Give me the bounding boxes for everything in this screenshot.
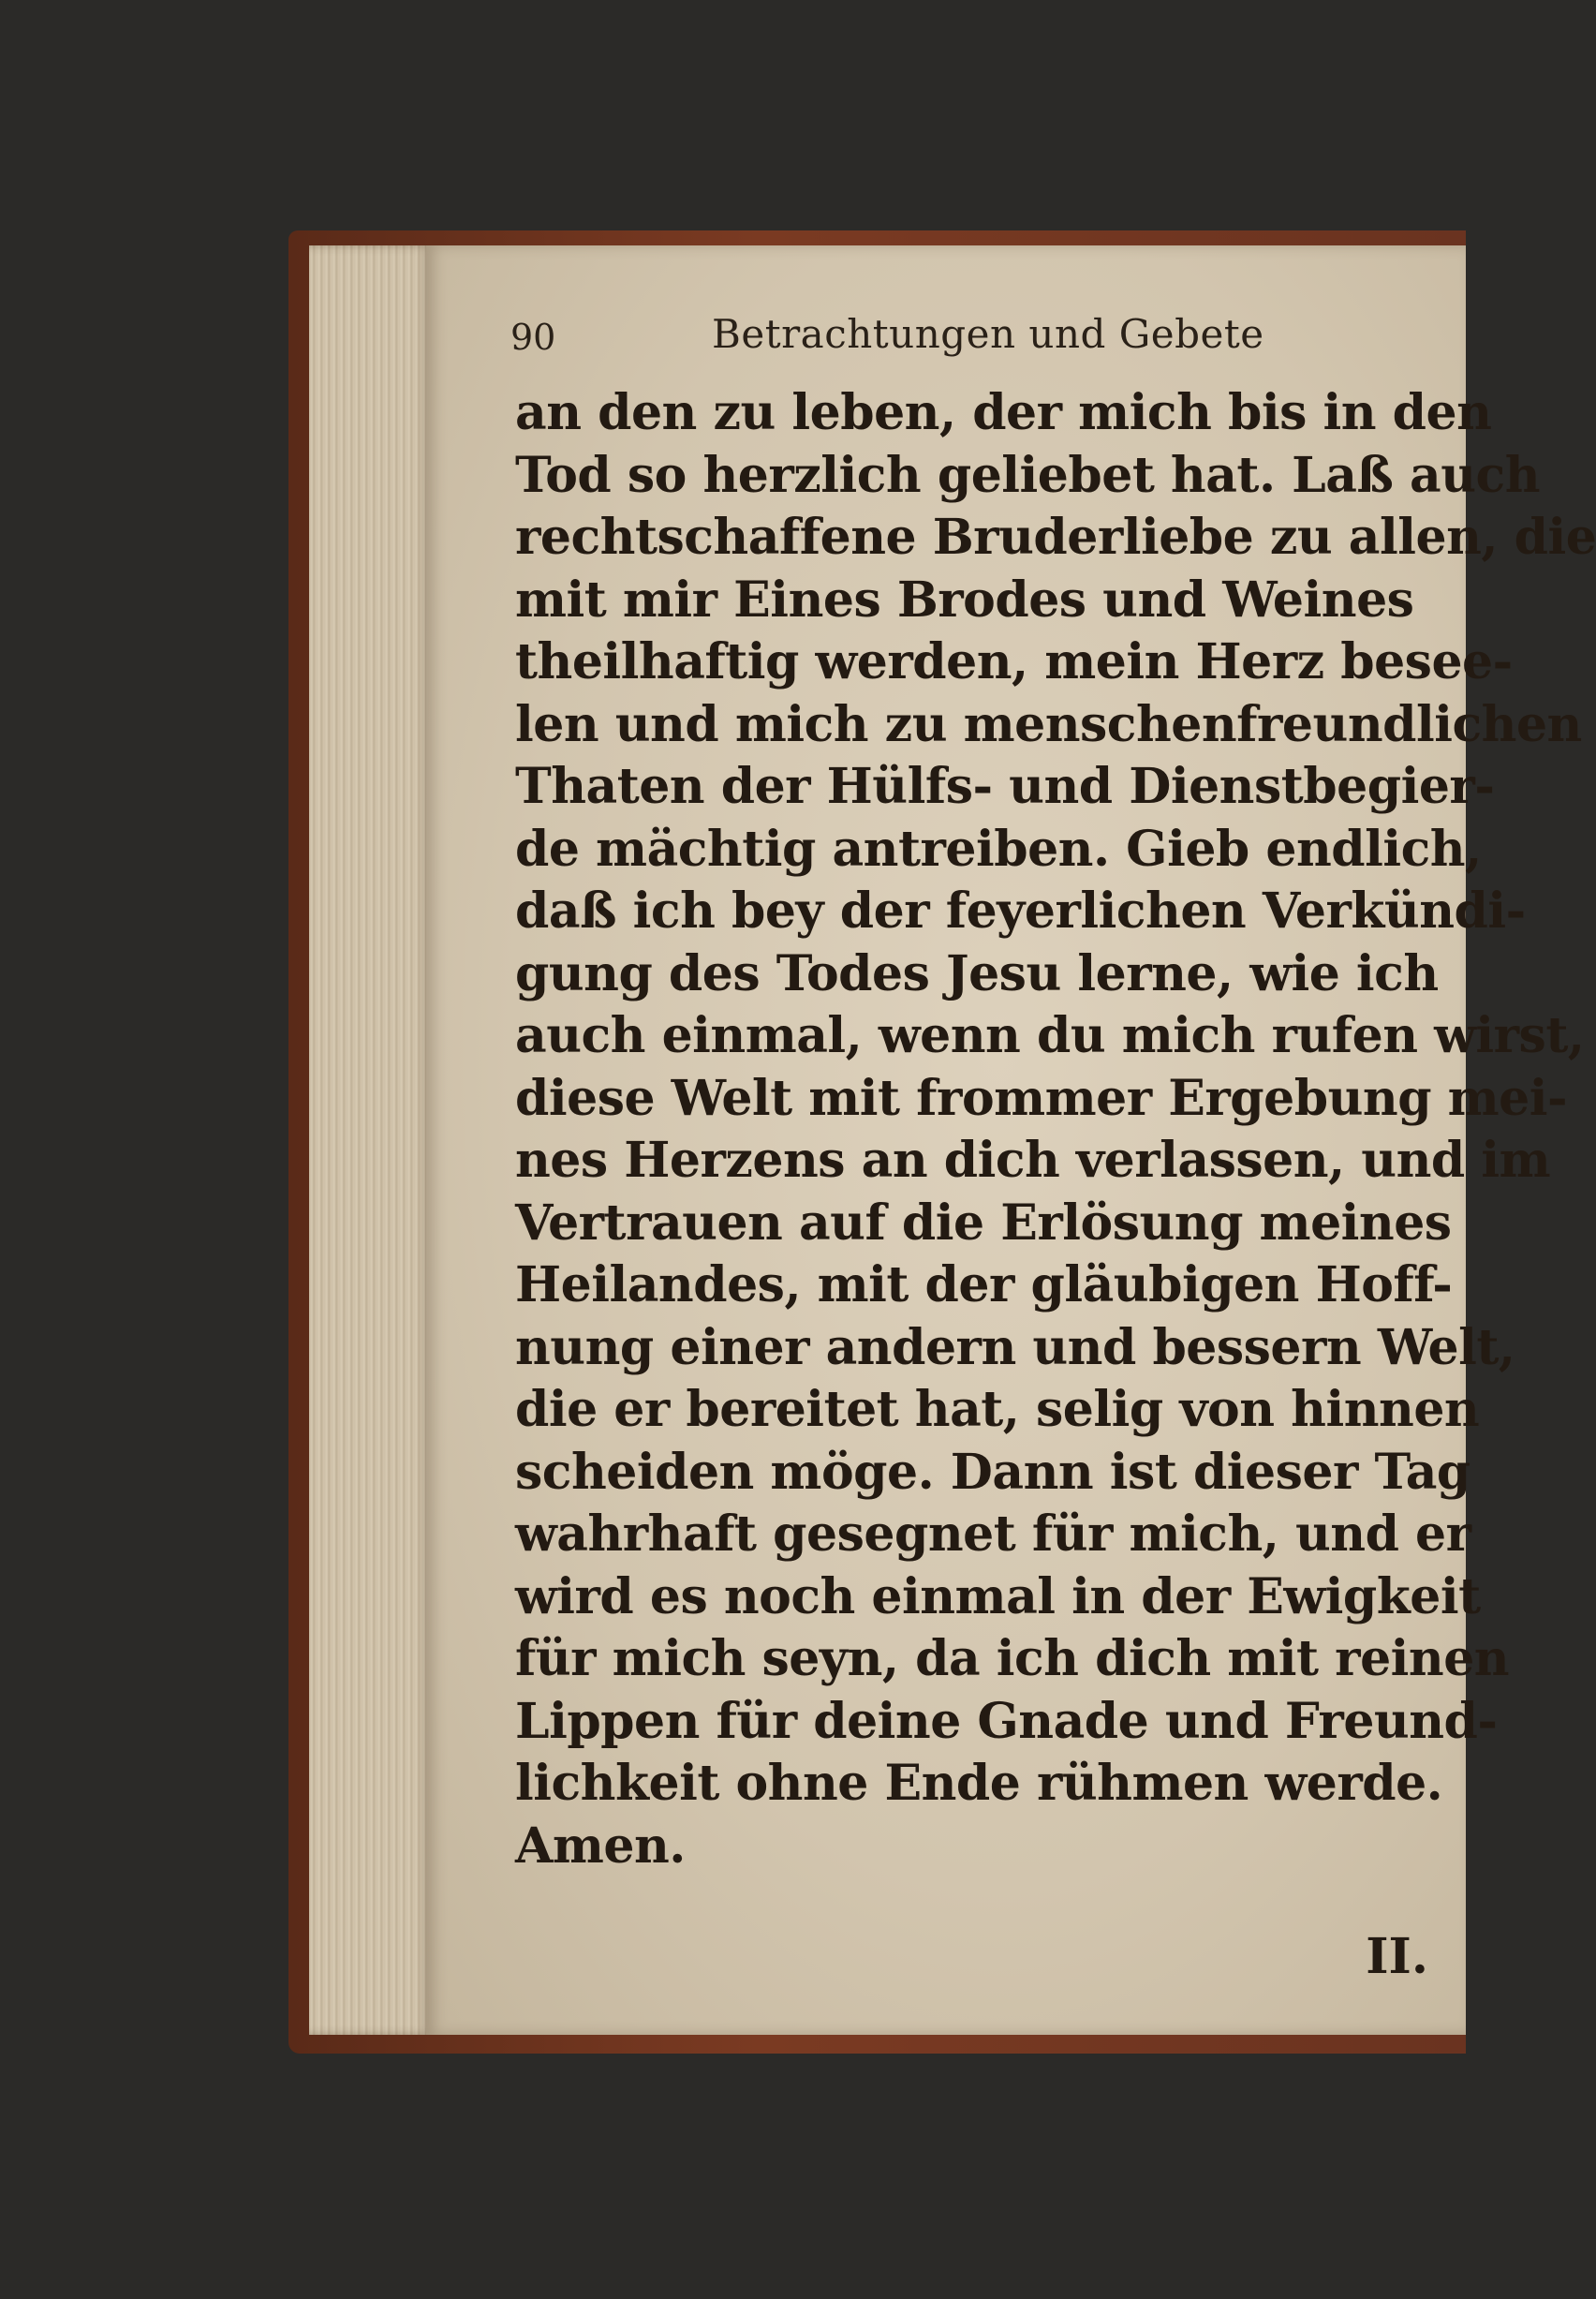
running-head: Betrachtungen und Gebete bbox=[712, 311, 1264, 357]
page-header bbox=[510, 311, 1410, 367]
body-text bbox=[515, 382, 1596, 1877]
text-line: wird es noch einmal in der Ewigkeit bbox=[515, 1567, 1481, 1625]
text-line: Tod so herzlich geliebet hat. Laß auch bbox=[515, 446, 1540, 504]
catchword: II. bbox=[1366, 1928, 1428, 1985]
text-line: nes Herzens an dich verlassen, und im bbox=[515, 1132, 1551, 1189]
text-line: de mächtig antreiben. Gieb endlich, bbox=[515, 820, 1482, 878]
text-line: auch einmal, wenn du mich rufen wirst, bbox=[515, 1007, 1585, 1064]
text-line: len und mich zu menschenfreundlichen bbox=[515, 695, 1582, 753]
page-number: 90 bbox=[510, 317, 556, 358]
text-line: für mich seyn, da ich dich mit reinen bbox=[515, 1630, 1510, 1687]
text-line: theilhaftig werden, mein Herz besee- bbox=[515, 633, 1513, 690]
page-edges bbox=[309, 245, 431, 2035]
text-line: Vertrauen auf die Erlösung meines bbox=[515, 1194, 1452, 1252]
text-line: Amen. bbox=[515, 1817, 686, 1875]
text-line: gung des Todes Jesu lerne, wie ich bbox=[515, 944, 1439, 1002]
text-line: scheiden möge. Dann ist dieser Tag bbox=[515, 1443, 1470, 1501]
text-line: mit mir Eines Brodes und Weines bbox=[515, 571, 1414, 629]
text-line: die er bereitet hat, selig von hinnen bbox=[515, 1381, 1480, 1438]
text-line: daß ich bey der feyerlichen Verkündi- bbox=[515, 883, 1526, 940]
text-line: Lippen für deine Gnade und Freund- bbox=[515, 1692, 1498, 1750]
text-line: Thaten der Hülfs- und Dienstbegier- bbox=[515, 758, 1495, 815]
text-line: wahrhaft gesegnet für mich, und er bbox=[515, 1505, 1471, 1563]
text-line: diese Welt mit frommer Ergebung mei- bbox=[515, 1069, 1568, 1127]
text-line: nung einer andern und bessern Welt, bbox=[515, 1318, 1515, 1376]
text-line: rechtschaffene Bruderliebe zu allen, die bbox=[515, 509, 1596, 566]
text-line: lichkeit ohne Ende rühmen werde. bbox=[515, 1755, 1443, 1812]
text-line: an den zu leben, der mich bis in den bbox=[515, 384, 1492, 441]
text-line: Heilandes, mit der gläubigen Hoff- bbox=[515, 1256, 1453, 1313]
